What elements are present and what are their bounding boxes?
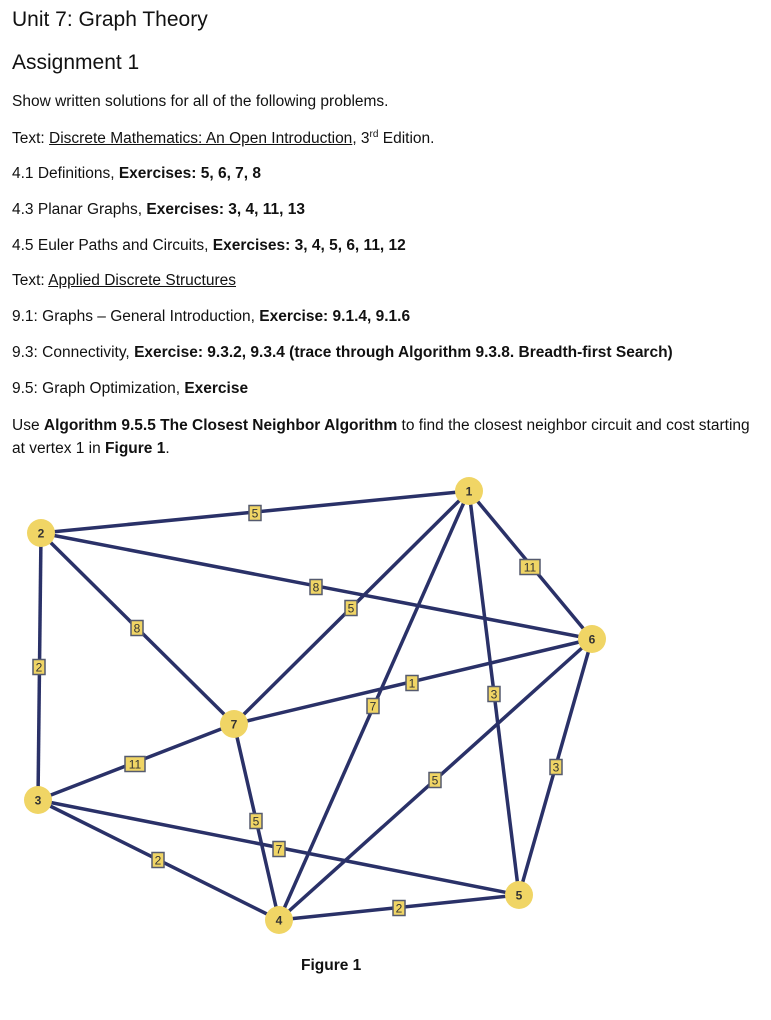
task-text: Use	[12, 417, 44, 434]
instructions: Show written solutions for all of the following problems.	[12, 93, 389, 110]
task-text: to find the closest neighbor circuit and cost starting at vertex 1 in	[12, 417, 750, 457]
svg-text:5: 5	[431, 773, 439, 788]
edge-weight-label	[393, 901, 405, 916]
svg-text:2: 2	[395, 901, 403, 916]
section-exercises: Exercise	[184, 380, 249, 397]
vertex-7	[220, 710, 248, 738]
text-prefix: Text:	[12, 272, 49, 289]
figure-caption: Figure 1	[301, 957, 362, 974]
edge-weight-label	[125, 757, 145, 772]
section-exercises: Exercise: 9.1.4, 9.1.6	[259, 308, 411, 325]
section-topic: 4.3 Planar Graphs,	[12, 201, 147, 218]
svg-text:3: 3	[552, 760, 560, 775]
graph-edges	[35, 491, 592, 920]
edge-weight-label	[520, 560, 540, 575]
section-exercises: Exercise: 9.3.2, 9.3.4 (trace through Algorithm 9.3.8. Breadth-first Search)	[134, 344, 673, 361]
svg-text:2: 2	[37, 526, 45, 541]
edge-weight-label	[249, 506, 261, 521]
svg-text:1: 1	[465, 484, 473, 499]
vertex-2	[27, 519, 55, 547]
book-title: Applied Discrete Structures	[48, 272, 236, 289]
unit-title: Unit 7: Graph Theory	[12, 8, 208, 31]
svg-text:4: 4	[275, 913, 283, 928]
edge-weight-label	[273, 842, 285, 857]
assignment-title: Assignment 1	[12, 51, 140, 74]
edition-suffix: rd	[369, 129, 379, 140]
book-title: Discrete Mathematics: An Open Introduction	[49, 130, 353, 148]
svg-text:1: 1	[408, 676, 416, 691]
svg-text:11: 11	[128, 757, 142, 772]
section-row	[12, 201, 305, 219]
edge-weight-label	[131, 621, 143, 636]
figure-ref: Figure 1	[105, 440, 166, 457]
svg-text:5: 5	[251, 506, 259, 521]
section-exercises: Exercises: 3, 4, 11, 13	[146, 201, 305, 218]
text-reference-2	[12, 272, 236, 290]
text-prefix: Text:	[12, 130, 50, 148]
task-paragraph	[12, 414, 752, 460]
section-topic: 9.5: Graph Optimization,	[12, 380, 185, 397]
edge-weight-label	[550, 760, 562, 775]
svg-text:7: 7	[230, 717, 238, 732]
vertex-6	[578, 625, 606, 653]
edition-number: , 3	[352, 130, 370, 148]
svg-text:3: 3	[490, 687, 498, 702]
edge-weight-label	[429, 773, 441, 788]
vertex-4	[265, 906, 293, 934]
vertex-3	[24, 786, 52, 814]
task-text: .	[165, 440, 170, 457]
section-row	[12, 308, 410, 326]
section-topic: 9.1: Graphs – General Introduction,	[12, 308, 260, 325]
edition-label: Edition.	[378, 130, 435, 148]
section-row	[12, 380, 248, 398]
svg-text:7: 7	[369, 699, 377, 714]
svg-text:8: 8	[312, 580, 320, 595]
edge-weight-label	[250, 814, 262, 829]
edge-weight-label	[33, 660, 45, 675]
section-topic: 9.3: Connectivity,	[12, 344, 135, 361]
svg-text:5: 5	[252, 814, 260, 829]
svg-text:2: 2	[154, 853, 162, 868]
section-row	[12, 165, 261, 183]
section-row	[12, 237, 406, 255]
section-topic: 4.5 Euler Paths and Circuits,	[12, 237, 213, 254]
vertex-5	[505, 881, 533, 909]
text-reference-1	[12, 129, 434, 148]
edge-weight-label	[310, 580, 322, 595]
edge-weight-label	[406, 676, 418, 691]
svg-text:7: 7	[275, 842, 283, 857]
section-exercises: Exercises: 3, 4, 5, 6, 11, 12	[212, 237, 406, 254]
svg-text:3: 3	[34, 793, 42, 808]
svg-text:2: 2	[35, 660, 43, 675]
algorithm-name: Algorithm 9.5.5 The Closest Neighbor Algorithm	[43, 417, 398, 434]
svg-text:6: 6	[588, 632, 596, 647]
svg-text:5: 5	[515, 888, 523, 903]
edge-weight-label	[488, 687, 500, 702]
edge-weight-label	[367, 699, 379, 714]
section-topic: 4.1 Definitions,	[12, 165, 119, 182]
vertex-1	[455, 477, 483, 505]
svg-text:11: 11	[523, 560, 537, 575]
edge-weight-label	[152, 853, 164, 868]
svg-text:5: 5	[347, 601, 355, 616]
edge-weight-label	[345, 601, 357, 616]
section-row	[12, 344, 673, 362]
svg-text:8: 8	[133, 621, 141, 636]
section-exercises: Exercises: 5, 6, 7, 8	[118, 165, 262, 182]
figure-1-graph	[0, 470, 771, 950]
